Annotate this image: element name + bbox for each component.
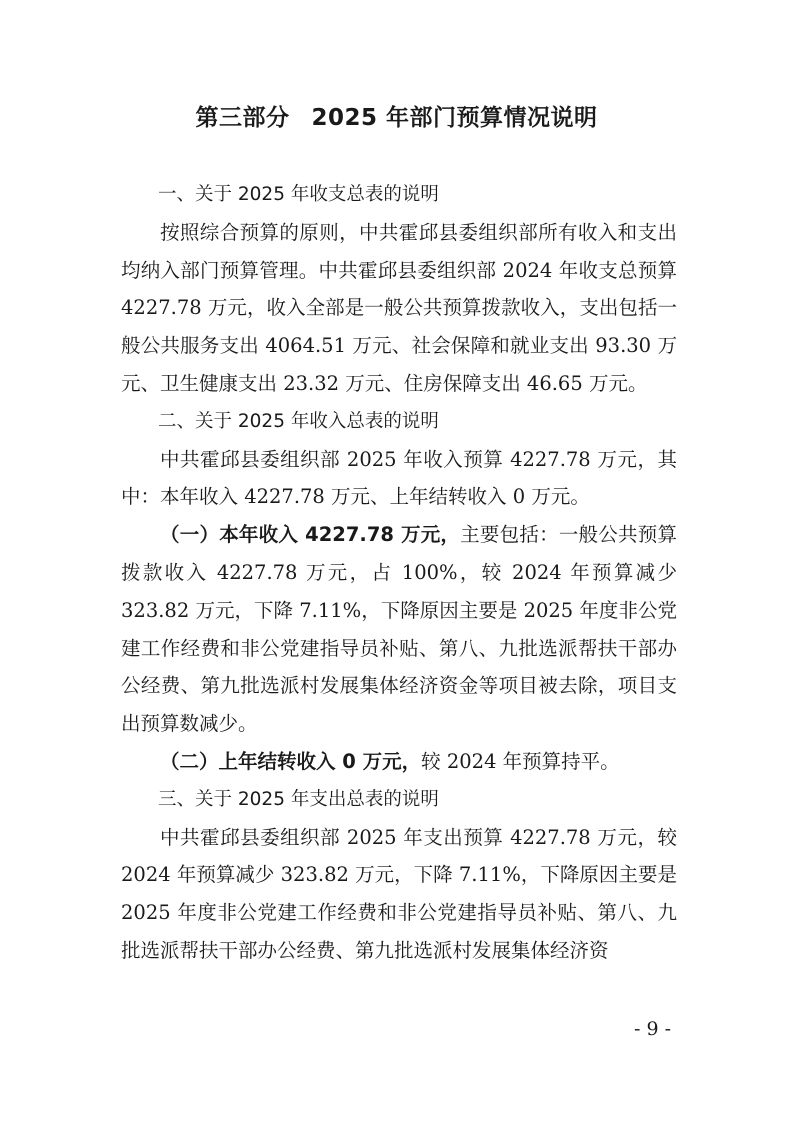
subsection-2-text: 较 2024 年预算持平。	[421, 749, 620, 773]
subsection-1-lead: （一）本年收入 4227.78 万元，	[160, 523, 461, 547]
document-body	[121, 176, 677, 970]
section-heading-1: 一、关于 2025 年收支总表的说明	[158, 184, 439, 205]
section-2-paragraph-1: 中共霍邱县委组织部 2025 年收入预算 4227.78 万元，其中：本年收入 4227.78 万元、上年结转收入 0 万元。	[121, 447, 677, 509]
section-heading-3: 三、关于 2025 年支出总表的说明	[158, 788, 439, 810]
section-1-paragraph-1: 按照综合预算的原则，中共霍邱县委组织部所有收入和支出均纳入部门预算管理。中共霍邱县委组织部 2024 年收支总预算 4227.78 万元，收入全部是一般公共预算拨款收入，支出包括一般公共服务支出 4064.51 万元、社会保障和就业支出 93.30 万元、卫生健康支出 23.32 万元、住房保障支出 46.65 万元。	[121, 220, 677, 395]
page-number: - 9 -	[633, 1018, 671, 1040]
subsection-2-lead: （二）上年结转收入 0 万元，	[160, 749, 422, 773]
section-heading-2: 二、关于 2025 年收入总表的说明	[158, 410, 439, 432]
title-part: 第三部分	[195, 105, 290, 131]
title-text: 2025 年部门预算情况说明	[311, 105, 598, 131]
section-2-paragraph-2	[121, 516, 677, 743]
section-2-paragraph-3	[121, 743, 677, 781]
subsection-1-text: 主要包括：一般公共预算拨款收入 4227.78 万元，占 100%，较 2024 年预算减少 323.82 万元，下降 7.11%，下降原因主要是 2025 年度非公党建工作经费和非公党建指导员补贴、第八、九批选派帮扶干部办公经费、第九批选派村发展集体经济资金等项目被去除，项目支出预算数减少。	[121, 523, 677, 736]
section-3-paragraph-1: 中共霍邱县委组织部 2025 年支出预算 4227.78 万元，较 2024 年预算减少 323.82 万元，下降 7.11%，下降原因主要是 2025 年度非公党建工作经费和非公党建指导员补贴、第八、九批选派帮扶干部办公经费、第九批选派村发展集体经济资	[121, 825, 677, 962]
page-title	[0, 100, 793, 136]
